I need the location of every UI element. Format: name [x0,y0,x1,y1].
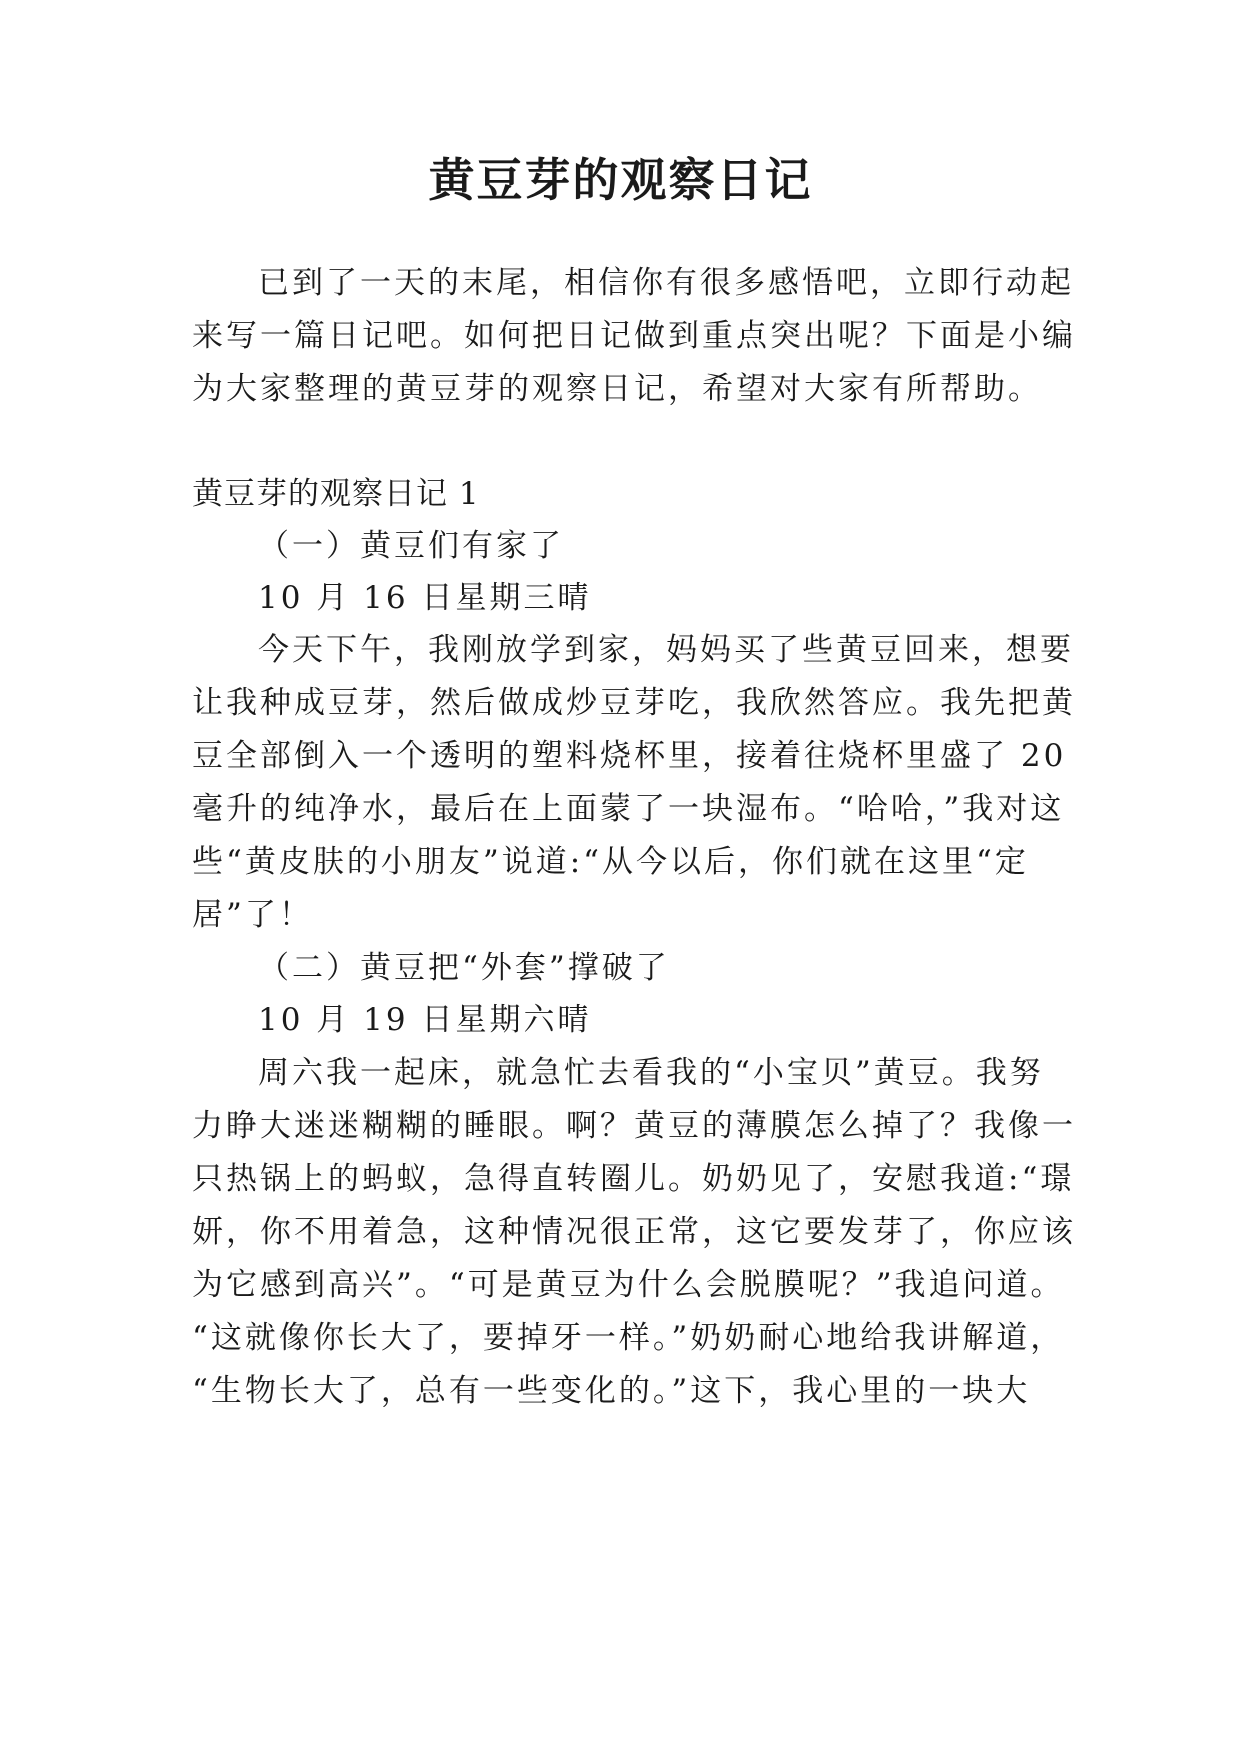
section-heading: 黄豆芽的观察日记 1 [192,476,480,512]
part2-subtitle: （二）黄豆把“外套”撑破了 [258,950,670,986]
paragraph-line: 今天下午，我刚放学到家，妈妈买了些黄豆回来，想要 [258,632,1074,668]
paragraph-line: 让我种成豆芽，然后做成炒豆芽吃，我欣然答应。我先把黄 [192,685,1076,721]
intro-line: 来写一篇日记吧。如何把日记做到重点突出呢？下面是小编 [192,318,1076,354]
part1-subtitle: （一）黄豆们有家了 [258,528,564,564]
paragraph-line: 只热锅上的蚂蚁，急得直转圈儿。奶奶见了，安慰我道:“璟 [192,1161,1075,1197]
paragraph-line: 妍，你不用着急，这种情况很正常，这它要发芽了，你应该 [192,1214,1076,1250]
part2-date: 10 月 19 日星期六晴 [258,1002,592,1038]
paragraph-line: 些“黄皮肤的小朋友”说道:“从今以后，你们就在这里“定 [192,844,1029,880]
intro-line: 为大家整理的黄豆芽的观察日记，希望对大家有所帮助。 [192,371,1042,407]
paragraph-line: 豆全部倒入一个透明的塑料烧杯里，接着往烧杯里盛了 20 [192,738,1067,774]
paragraph-line: 周六我一起床，就急忙去看我的“小宝贝”黄豆。我努 [258,1055,1044,1091]
paragraph-line: 居”了！ [192,897,313,933]
paragraph-line: 力睁大迷迷糊糊的睡眼。啊？黄豆的薄膜怎么掉了？我像一 [192,1108,1076,1144]
part1-date: 10 月 16 日星期三晴 [258,580,592,616]
paragraph-line: 毫升的纯净水，最后在上面蒙了一块湿布。“哈哈，”我对这 [192,791,1065,827]
document-title: 黄豆芽的观察日记 [428,153,813,207]
paragraph-line: 为它感到高兴”。“可是黄豆为什么会脱膜呢？”我追问道。 [192,1267,1065,1303]
intro-line: 已到了一天的末尾，相信你有很多感悟吧，立即行动起 [258,265,1074,301]
paragraph-line: “生物长大了，总有一些变化的。”这下，我心里的一块大 [192,1373,1031,1409]
paragraph-line: “这就像你长大了，要掉牙一样。”奶奶耐心地给我讲解道， [192,1320,1065,1356]
